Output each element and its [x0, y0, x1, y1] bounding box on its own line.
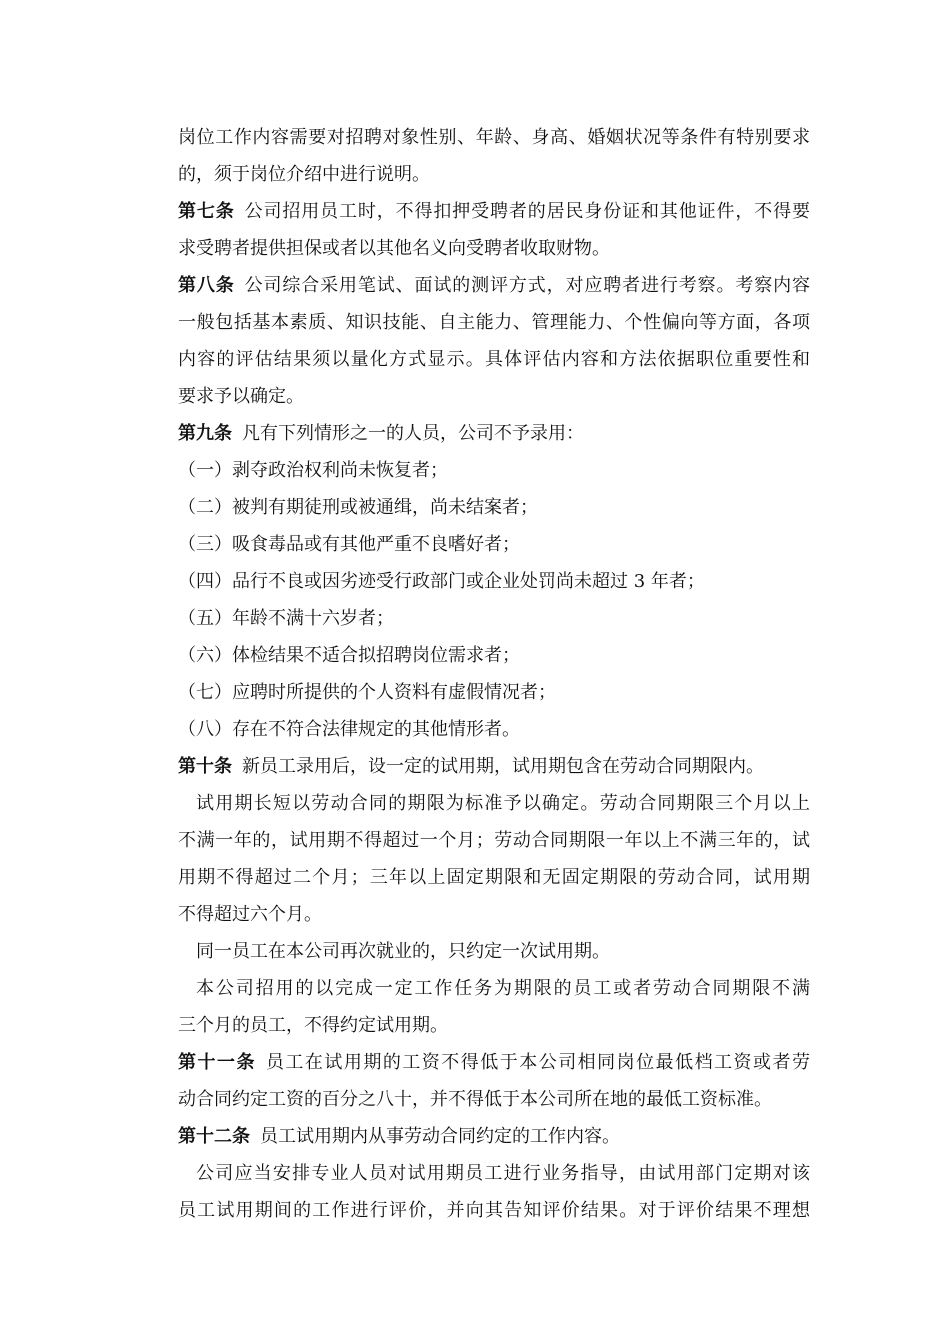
article-label: 第十二条	[178, 1126, 250, 1147]
article-11: 第十一条 员工在试用期的工资不得低于本公司相同岗位最低档工资或者劳	[178, 1052, 810, 1073]
text-line: 同一员工在本公司再次就业的，只约定一次试用期。	[196, 941, 610, 962]
list-item: （六）体检结果不适合拟招聘岗位需求者；	[178, 645, 520, 666]
list-item: （八）存在不符合法律规定的其他情形者。	[178, 719, 520, 740]
text-line: 不满一年的，试用期不得超过一个月；劳动合同期限一年以上不满三年的，试	[178, 830, 810, 851]
article-label: 第八条	[178, 275, 235, 296]
text-line: 本公司招用的以完成一定工作任务为期限的员工或者劳动合同期限不满	[196, 978, 810, 999]
article-label: 第七条	[178, 201, 235, 222]
article-label: 第十一条	[178, 1052, 256, 1073]
article-12: 第十二条 员工试用期内从事劳动合同约定的工作内容。	[178, 1126, 620, 1147]
list-item: （七）应聘时所提供的个人资料有虚假情况者；	[178, 682, 556, 703]
text-line: 求受聘者提供担保或者以其他名义向受聘者收取财物。	[178, 238, 610, 259]
article-label: 第九条	[178, 423, 232, 444]
article-10: 第十条 新员工录用后，设一定的试用期，试用期包含在劳动合同期限内。	[178, 756, 764, 777]
text-line: 员工试用期间的工作进行评价，并向其告知评价结果。对于评价结果不理想	[178, 1200, 810, 1221]
text-line: 动合同约定工资的百分之八十，并不得低于本公司所在地的最低工资标准。	[178, 1089, 772, 1110]
list-item: （三）吸食毒品或有其他严重不良嗜好者；	[178, 534, 520, 555]
article-label: 第十条	[178, 756, 232, 777]
list-item: （一）剥夺政治权利尚未恢复者；	[178, 460, 448, 481]
text-line: 不得超过六个月。	[178, 904, 322, 925]
list-item: （四）品行不良或因劣迹受行政部门或企业处罚尚未超过 3 年者；	[178, 571, 705, 592]
article-9: 第九条 凡有下列情形之一的人员，公司不予录用：	[178, 423, 584, 444]
text-line: 公司应当安排专业人员对试用期员工进行业务指导，由试用部门定期对该	[196, 1163, 810, 1184]
text-line: 三个月的员工，不得约定试用期。	[178, 1015, 448, 1036]
text-line: 一般包括基本素质、知识技能、自主能力、管理能力、个性偏向等方面，各项	[178, 312, 810, 333]
list-item: （二）被判有期徒刑或被通缉，尚未结案者；	[178, 497, 538, 518]
text-line: 的，须于岗位介绍中进行说明。	[178, 164, 430, 185]
text-line: 岗位工作内容需要对招聘对象性别、年龄、身高、婚姻状况等条件有特别要求	[178, 127, 810, 148]
text-line: 用期不得超过二个月；三年以上固定期限和无固定期限的劳动合同，试用期	[178, 867, 810, 888]
text-line: 试用期长短以劳动合同的期限为标准予以确定。劳动合同期限三个月以上	[196, 793, 810, 814]
text-line: 要求予以确定。	[178, 386, 304, 407]
list-item: （五）年龄不满十六岁者；	[178, 608, 394, 629]
article-7: 第七条 公司招用员工时，不得扣押受聘者的居民身份证和其他证件，不得要	[178, 201, 810, 222]
text-line: 内容的评估结果须以量化方式显示。具体评估内容和方法依据职位重要性和	[178, 349, 810, 370]
article-8: 第八条 公司综合采用笔试、面试的测评方式，对应聘者进行考察。考察内容	[178, 275, 810, 296]
